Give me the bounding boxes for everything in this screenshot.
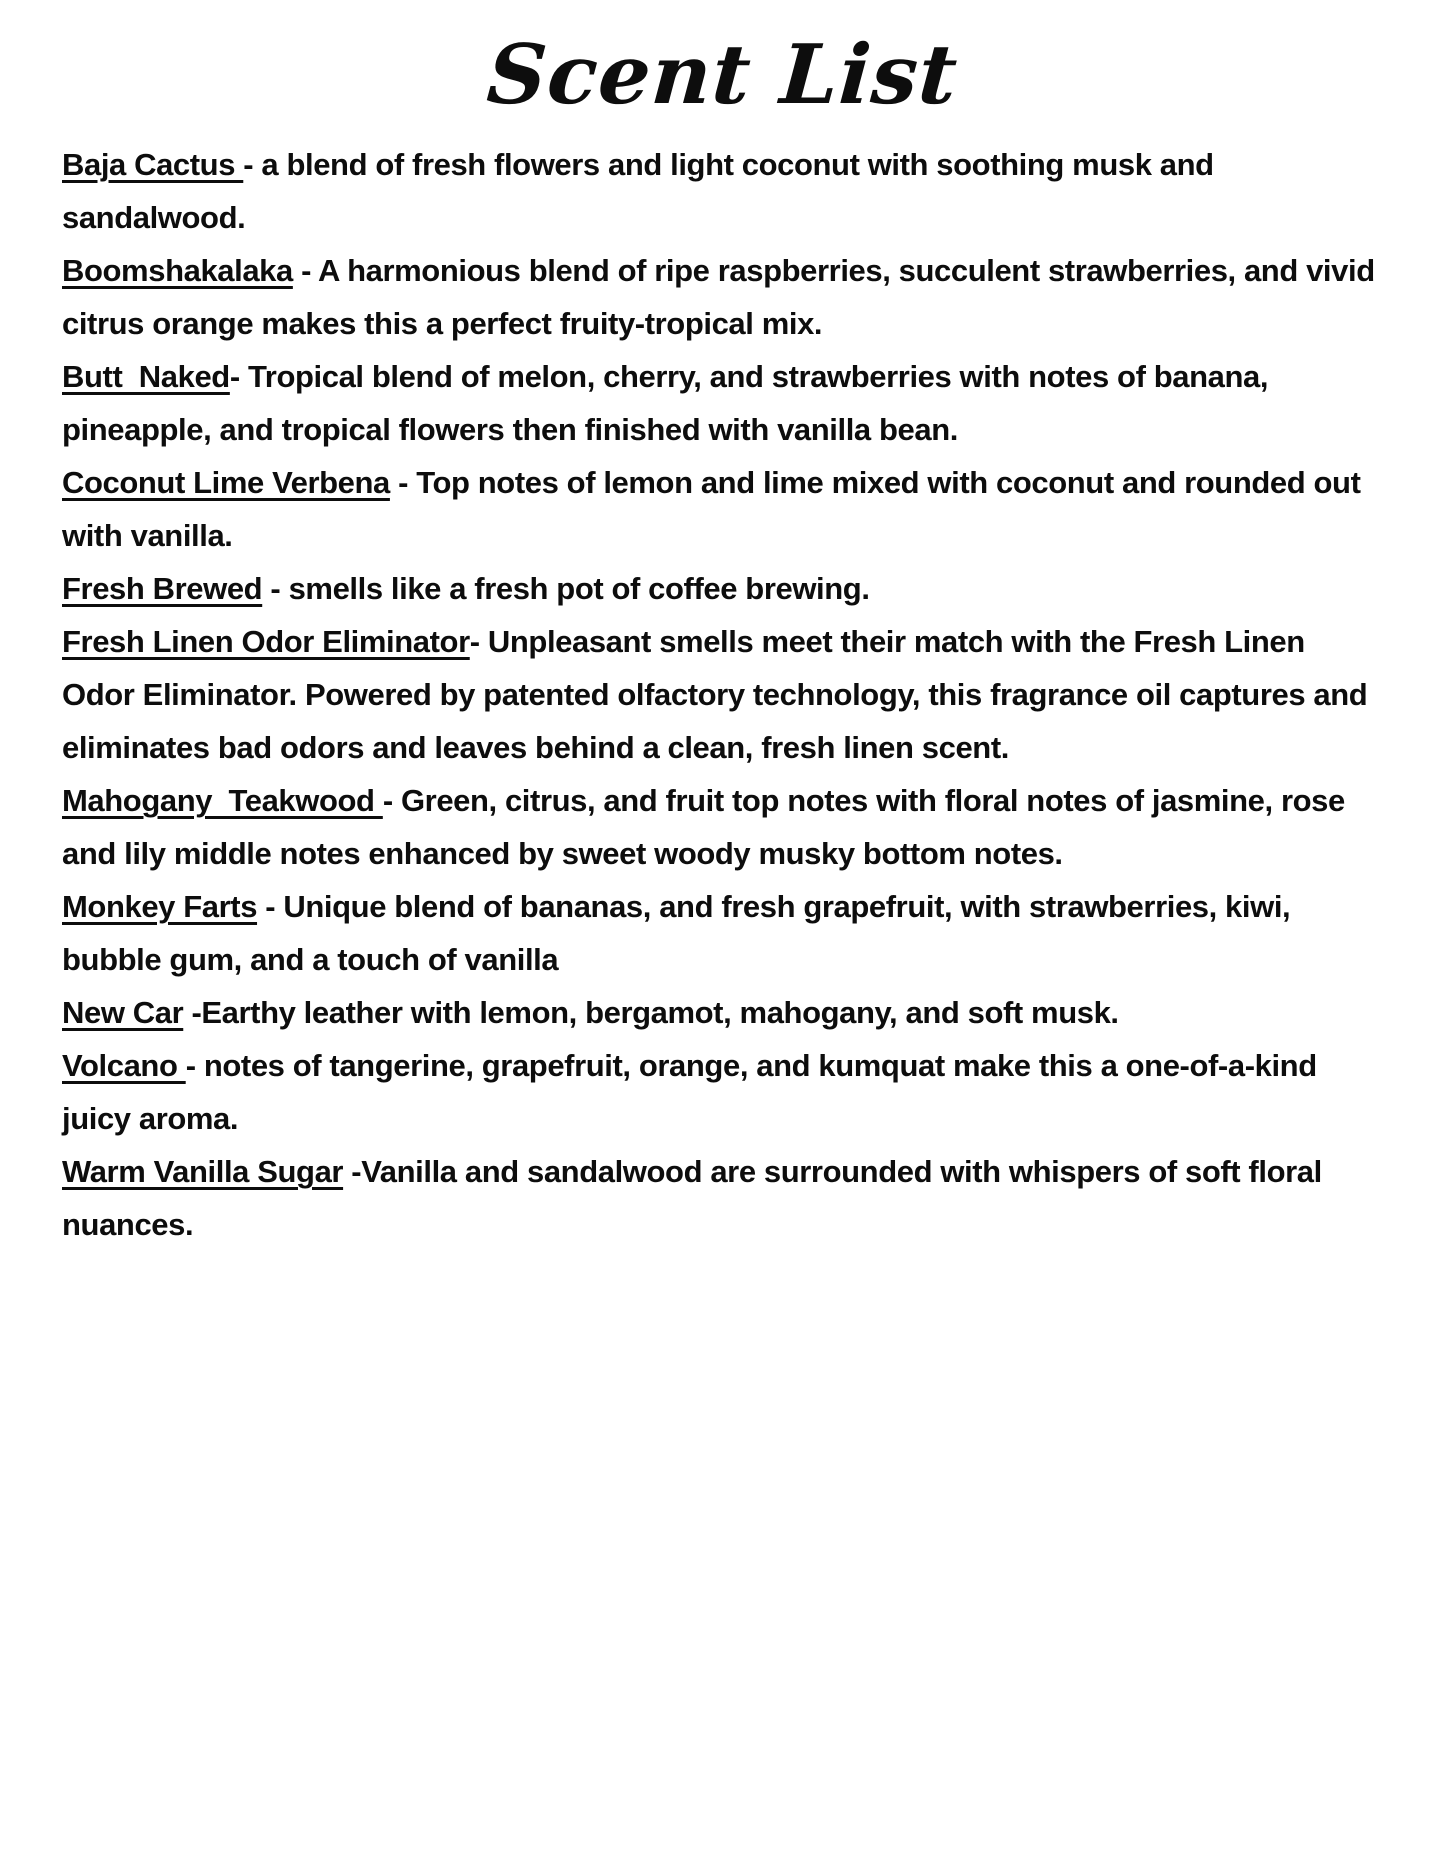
scent-name: Monkey Farts: [62, 889, 258, 925]
scent-name: New Car: [62, 995, 184, 1031]
scent-description: - notes of tangerine, grapefruit, orange, and kumquat make this a one-of-a-kind juicy aroma.: [62, 1048, 1325, 1137]
scent-name: Boomshakalaka: [62, 253, 293, 289]
scent-name: Volcano: [62, 1048, 186, 1084]
scent-description: -Vanilla and sandalwood are surrounded with whispers of soft floral nuances.: [62, 1154, 1331, 1243]
scent-entry-fresh-brewed: [62, 562, 1383, 615]
scent-entry-butt-naked: [62, 350, 1383, 456]
scent-entry-coconut-lime-verbena: [62, 456, 1383, 562]
scent-description: - Unpleasant smells meet their match with the Fresh Linen Odor Eliminator. Powered by patented olfactory technology, this fragrance oil captures and eliminates bad odors and leaves behind a clean, fresh linen scent.: [62, 624, 1376, 766]
page-title: Scent List: [484, 27, 961, 123]
scent-list: [62, 138, 1383, 1251]
scent-entry-fresh-linen-odor-eliminator: [62, 615, 1383, 774]
scent-name: Fresh Linen Odor Eliminator: [62, 624, 470, 660]
scent-name: Mahogany Teakwood: [62, 783, 383, 819]
scent-name: Warm Vanilla Sugar: [62, 1154, 344, 1190]
scent-description: - Top notes of lemon and lime mixed with coconut and rounded out with vanilla.: [62, 465, 1369, 554]
scent-description: - Green, citrus, and fruit top notes with floral notes of jasmine, rose and lily middle notes enhanced by sweet woody musky bottom notes.: [62, 783, 1354, 872]
scent-entry-new-car: [62, 986, 1383, 1039]
scent-name: Coconut Lime Verbena: [62, 465, 390, 501]
scent-name: Butt Naked: [62, 359, 230, 395]
scent-entry-volcano: [62, 1039, 1383, 1145]
scent-description: - Unique blend of bananas, and fresh grapefruit, with strawberries, kiwi, bubble gum, and a touch of vanilla: [62, 889, 1299, 978]
scent-entry-boomshakalaka: [62, 244, 1383, 350]
scent-entry-mahogany-teakwood: [62, 774, 1383, 880]
scent-name: Fresh Brewed: [62, 571, 263, 607]
scent-entry-warm-vanilla-sugar: [62, 1145, 1383, 1251]
scent-description: - a blend of fresh flowers and light coconut with soothing musk and sandalwood.: [62, 147, 1222, 236]
scent-description: -Earthy leather with lemon, bergamot, mahogany, and soft musk.: [183, 995, 1119, 1031]
scent-description: - smells like a fresh pot of coffee brewing.: [262, 571, 870, 607]
scent-description: - Tropical blend of melon, cherry, and strawberries with notes of banana, pineapple, and tropical flowers then finished with vanilla bean.: [62, 359, 1277, 448]
scent-entry-baja-cactus: [62, 138, 1383, 244]
scent-description: - A harmonious blend of ripe raspberries, succulent strawberries, and vivid citrus orange makes this a perfect fruity-tropical mix.: [62, 253, 1383, 342]
scent-name: Baja Cactus: [62, 147, 244, 183]
scent-entry-monkey-farts: [62, 880, 1383, 986]
